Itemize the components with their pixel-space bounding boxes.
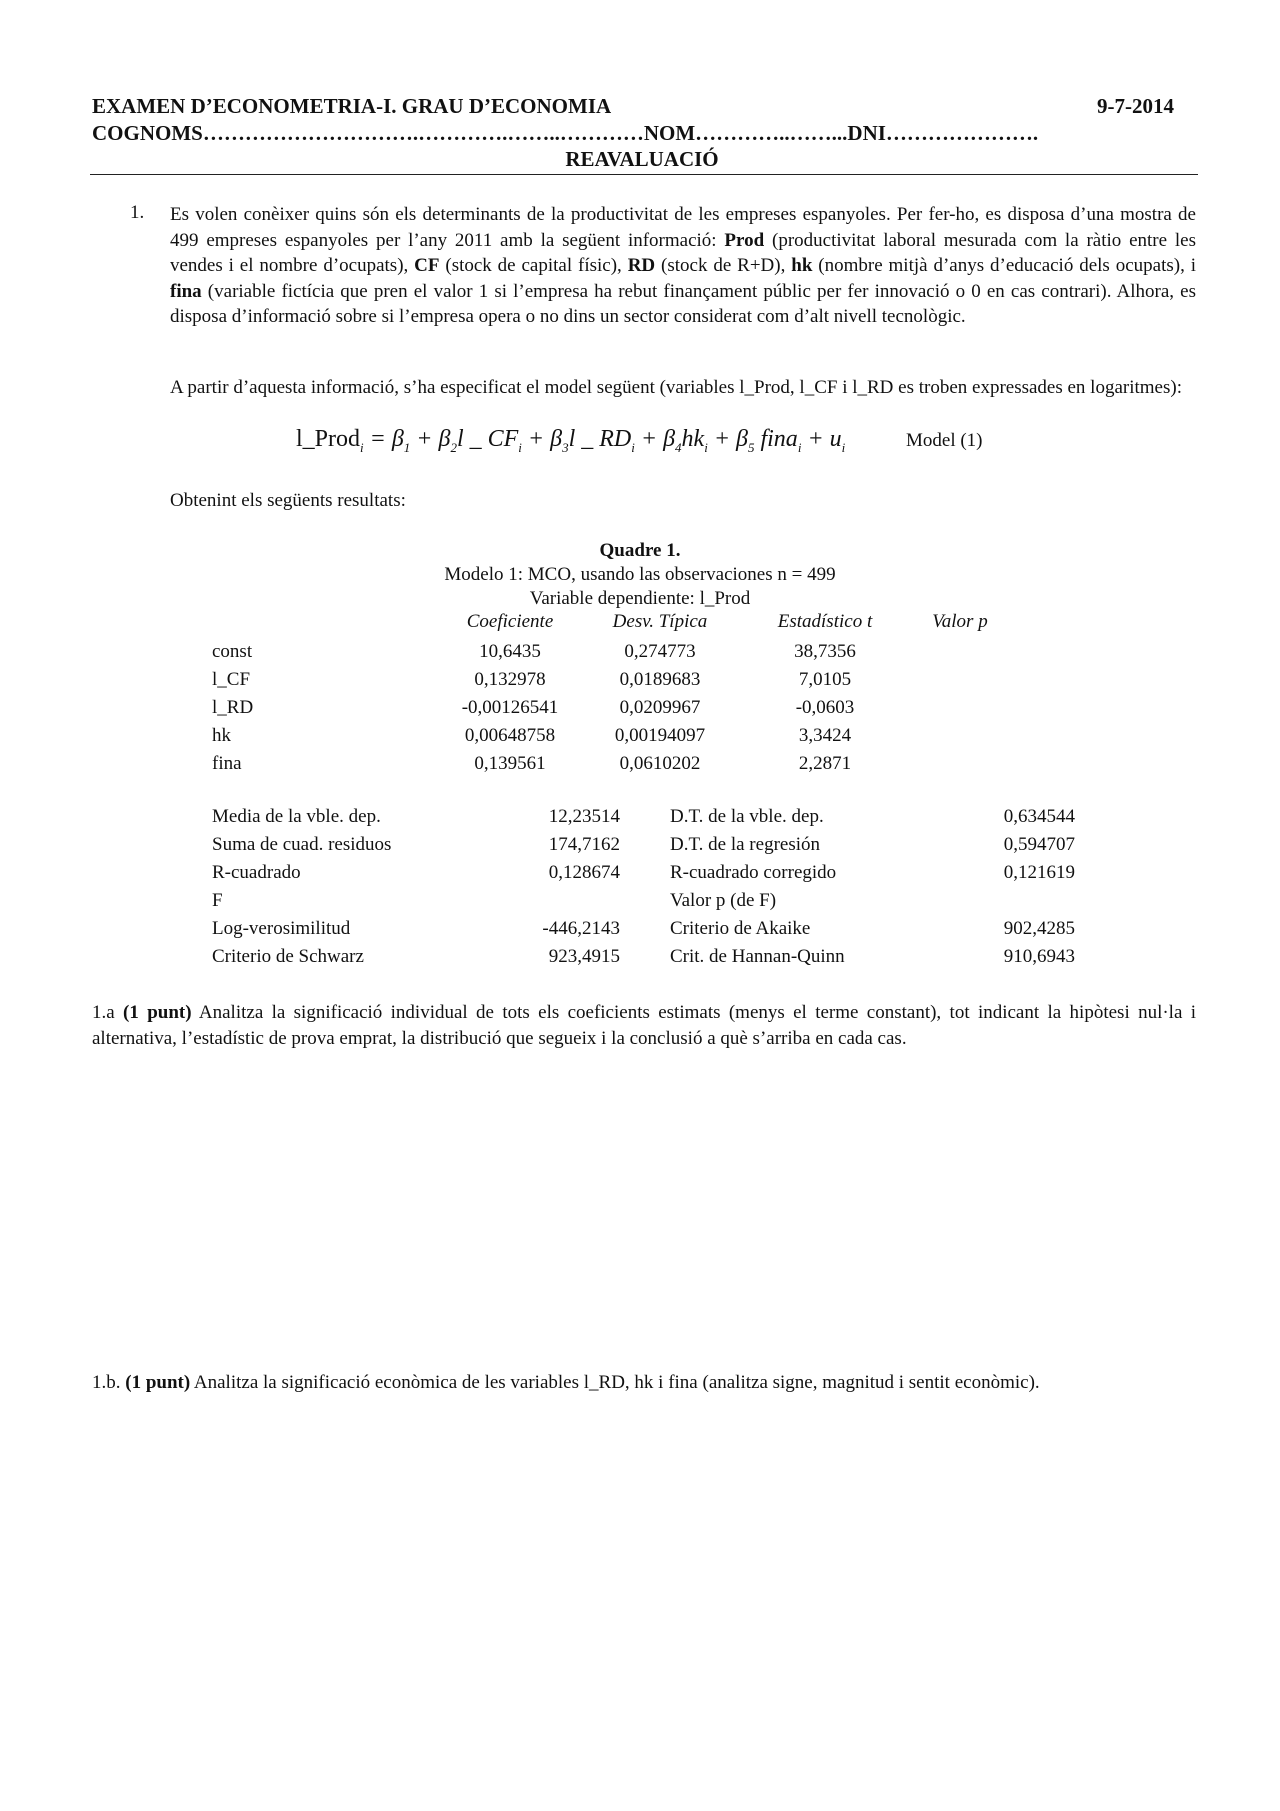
stat-label: Log-verosimilitud bbox=[212, 918, 351, 939]
stat-value: 12,23514 bbox=[548, 806, 620, 827]
table-row-var: const l_CF l_RD hk fina bbox=[212, 641, 254, 774]
column-header-t: Estadístico t bbox=[777, 611, 873, 632]
header-divider bbox=[90, 174, 1198, 175]
stat-label: R-cuadrado corregido bbox=[670, 862, 837, 883]
table-col-se: 0,274773 0,0189683 0,0209967 0,00194097 0,0610202 bbox=[614, 641, 706, 774]
stat-label: Crit. de Hannan-Quinn bbox=[670, 946, 845, 967]
column-header-p: Valor p bbox=[932, 611, 988, 632]
student-fields-line: COGNOMS………………………….………….……..…………NOM…………..……...DNI…………………. bbox=[92, 121, 1039, 145]
exam-date: 9-7-2014 bbox=[1097, 94, 1174, 118]
column-header-coef: Coeficiente bbox=[466, 611, 554, 632]
stat-label: R-cuadrado bbox=[212, 862, 301, 883]
table-col-t: 38,7356 7,0105 -0,0603 3,3424 2,2871 bbox=[794, 641, 856, 774]
results-intro: Obtenint els següents resultats: bbox=[170, 490, 406, 511]
stat-value: 0,121619 bbox=[1003, 862, 1075, 883]
stat-label: Media de la vble. dep. bbox=[212, 806, 381, 827]
table-dependent-variable: Variable dependiente: l_Prod bbox=[529, 588, 751, 609]
exam-header-line bbox=[92, 93, 1174, 119]
stat-label: Valor p (de F) bbox=[670, 890, 777, 911]
stat-label: Criterio de Akaike bbox=[670, 918, 811, 939]
stat-value: 0,128674 bbox=[548, 862, 620, 883]
question-1a: 1.a (1 punt) Analitza la significació individual de tots els coeficients estimats (menys el terme constant), tot indicant la hipòtesi nul·la i alternativa, l’estadístic de prova emprat, la distribució que segueix i la conclusió a què s’arriba en cada cas. bbox=[92, 1002, 1197, 1049]
stat-label: F bbox=[212, 890, 223, 911]
model-intro: A partir d’aquesta informació, s’ha especificat el model següent (variables l_Prod, l_CF i l_RD es troben expressades en logaritmes): bbox=[170, 377, 1182, 398]
stat-label: Criterio de Schwarz bbox=[212, 946, 364, 967]
stat-value: 910,6943 bbox=[1003, 946, 1075, 967]
stat-value: 902,4285 bbox=[1003, 918, 1075, 939]
stat-value: -446,2143 bbox=[542, 918, 620, 939]
stat-label: Suma de cuad. residuos bbox=[212, 834, 392, 855]
stat-label: D.T. de la vble. dep. bbox=[670, 806, 824, 827]
question-1b: 1.b. (1 punt) Analitza la significació econòmica de les variables l_RD, hk i fina (analitza signe, magnitud i sentit econòmic). bbox=[92, 1372, 1040, 1393]
model-label: Model (1) bbox=[906, 430, 983, 451]
column-header-se: Desv. Típica bbox=[612, 611, 708, 632]
stat-value: 0,594707 bbox=[1003, 834, 1075, 855]
table-col-coef: 10,6435 0,132978 -0,00126541 0,00648758 0,139561 bbox=[461, 641, 559, 774]
question-1-intro: Es volen conèixer quins són els determinants de la productivitat de les empreses espanyoles. Per fer-ho, es disposa d’una mostra de 499 empreses espanyoles per l’any 2011 amb la següent informació: Prod (productivitat laboral mesurada com la ràtio entre les vendes i el nombre d’ocupats), CF (stock de capital físic), RD (stock de R+D), hk (nombre mitjà d’anys d’educació dels ocupats), i fina (variable fictícia que pren el valor 1 si l’empresa ha rebut finançament públic per fer innovació o 0 en cas contrari). Alhora, es disposa d’informació sobre si l’empresa opera o no dins un sector considerat com d’alt nivell tecnològic. bbox=[170, 204, 1196, 328]
question-number: 1. bbox=[130, 202, 145, 223]
stat-value: 174,7162 bbox=[548, 834, 620, 855]
stat-label: D.T. de la regresión bbox=[670, 834, 821, 855]
table-subtitle: Modelo 1: MCO, usando las observaciones n = 499 bbox=[444, 564, 836, 585]
stat-value: 923,4915 bbox=[548, 946, 620, 967]
exam-session: REAVALUACIÓ bbox=[565, 147, 719, 171]
model-equation: l_Prod$_i$ = $\beta_1 + \beta_2l$ _ $CF_i + \beta_3l$ _ $RD_i + \beta_4hk_i + \beta_5$ fina$_i$ + $u_i$ bbox=[296, 426, 846, 455]
exam-title: EXAMEN D’ECONOMETRIA-I. GRAU D’ECONOMIA bbox=[92, 94, 612, 118]
table-title: Quadre 1. bbox=[599, 540, 681, 561]
stat-value: 0,634544 bbox=[1003, 806, 1075, 827]
